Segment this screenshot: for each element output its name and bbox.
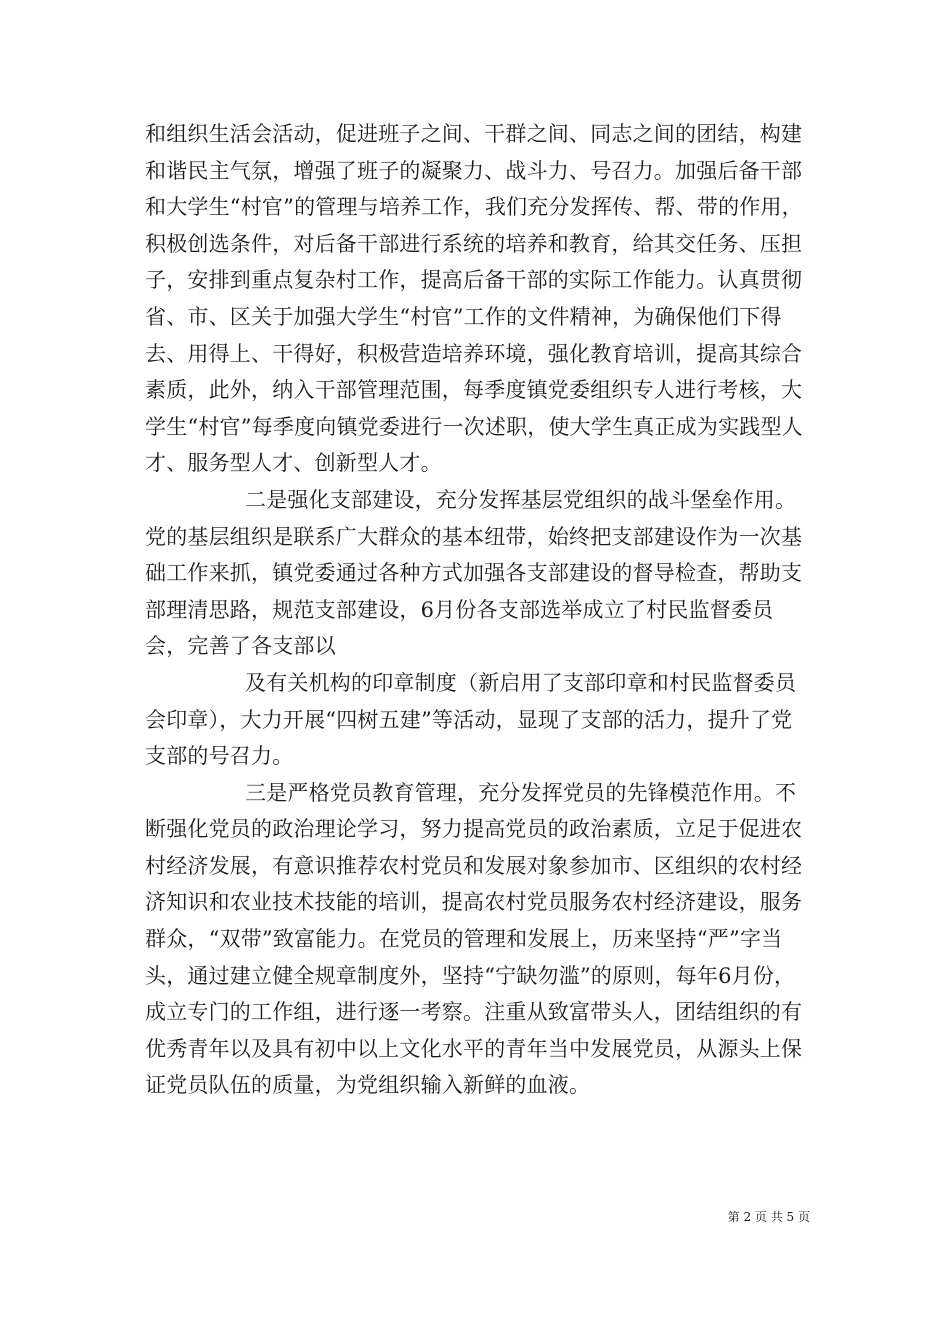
paragraph-1: 和组织生活会活动，促进班子之间、干群之间、同志之间的团结，构建和谐民主气氛，增强了班子的凝聚力、战斗力、号召力。加强后备干部和大学生“村官”的管理与培养工作，我们充分发挥传、帮、带的作用，积极创选条件，对后备干部进行系统的培养和教育，给其交任务、压担子，安排到重点复杂村工作，提高后备干部的实际工作能力。认真贯彻省、市、区关于加强大学生“村官”工作的文件精神，为确保他们下得去、用得上、干得好，积极营造培养环境，强化教育培训，提高其综合素质，此外，纳入干部管理范围，每季度镇党委组织专人进行考核，大学生“村官”每季度向镇党委进行一次述职，使大学生真正成为实践型人才、服务型人才、创新型人才。	[145, 122, 803, 476]
body-text	[145, 116, 810, 1104]
paragraph-3: 及有关机构的印章制度（新启用了支部印章和村民监督委员会印章），大力开展“四树五建”等活动，显现了支部的活力，提升了党支部的号召力。	[145, 670, 797, 769]
paragraph-2: 二是强化支部建设，充分发挥基层党组织的战斗堡垒作用。党的基层组织是联系广大群众的基本纽带，始终把支部建设作为一次基础工作来抓，镇党委通过各种方式加强各支部建设的督导检查，帮助支部理清思路，规范支部建设，6月份各支部选举成立了村民监督委员会，完善了各支部以	[145, 487, 803, 659]
page-number-footer: 第 2 页 共 5 页	[727, 1210, 810, 1224]
paragraph-4: 三是严格党员教育管理，充分发挥党员的先锋模范作用。不断强化党员的政治理论学习，努力提高党员的政治素质，立足于促进农村经济发展，有意识推荐农村党员和发展对象参加市、区组织的农村经济知识和农业技术技能的培训，提高农村党员服务农村经济建设，服务群众，“双带”致富能力。在党员的管理和发展上，历来坚持“严”字当头，通过建立健全规章制度外，坚持“宁缺勿滥”的原则，每年6月份，成立专门的工作组，进行逐一考察。注重从致富带头人，团结组织的有优秀青年以及具有初中以上文化水平的青年当中发展党员，从源头上保证党员队伍的质量，为党组织输入新鲜的血液。	[145, 780, 803, 1098]
